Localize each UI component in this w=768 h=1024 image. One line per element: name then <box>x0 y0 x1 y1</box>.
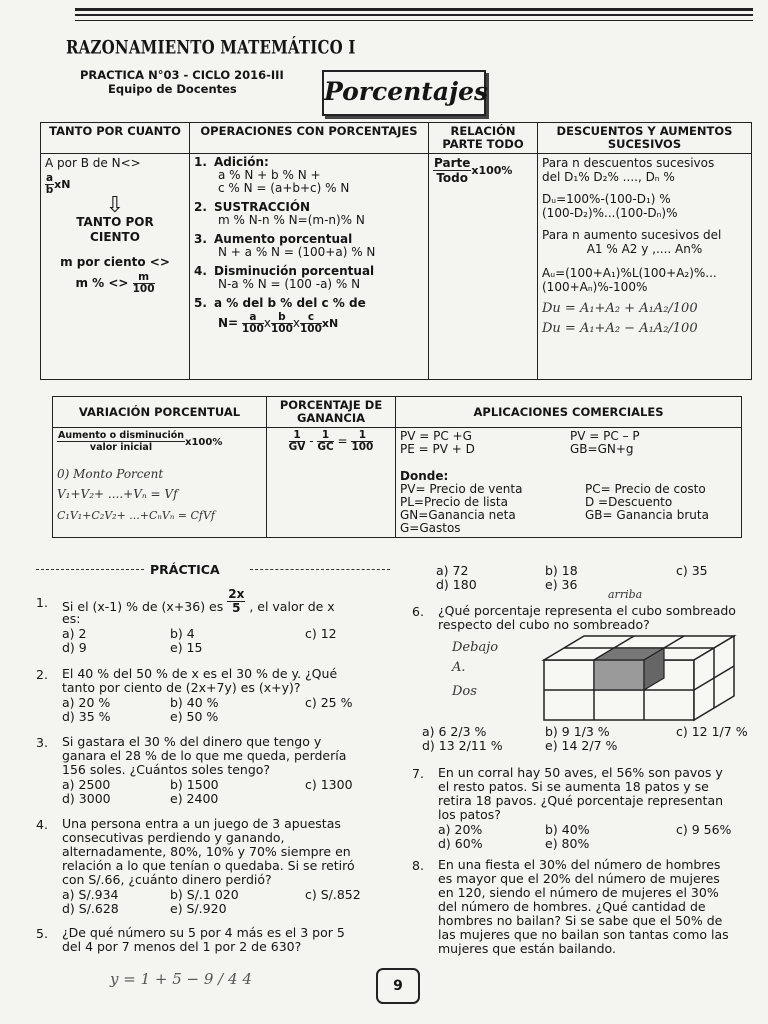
cube-figure <box>540 632 740 724</box>
q7-l2: el resto patos. Si se aumenta 18 patos y se <box>438 779 709 794</box>
q6-option-b: b) 9 1/3 % <box>545 724 610 739</box>
variacion-hand-1: 0) Monto Porcent <box>57 467 164 481</box>
variacion-fraction: $\frac{\text{Aumento o disminución}}{\text{valor inicial}}$ <box>58 430 185 453</box>
desc-hand-note-2: Du = A₁+A₂ − A₁A₂/100 <box>542 321 698 336</box>
apps-row-6: G=Gastos <box>400 521 461 535</box>
q6-option-c: c) 12 1/7 % <box>676 724 748 739</box>
q1-number: 1. <box>36 595 48 610</box>
q3-option-a: a) 2500 <box>62 777 111 792</box>
q1-stem: Si el (x-1) % de (x+36) es $\frac{2x}{5}$ , el valor de x <box>62 587 335 615</box>
tpc-line2: m por ciento <> <box>60 255 170 269</box>
commercial-table <box>52 396 742 538</box>
q6-option-e: e) 14 2/7 % <box>545 738 618 753</box>
q8-l3: en 120, siendo el número de mujeres el 30% <box>438 885 719 900</box>
q7-option-d: d) 60% <box>438 836 483 851</box>
q7-option-e: e) 80% <box>545 836 590 851</box>
q3-l2: ganara el 28 % de lo que me queda, perdería <box>62 748 347 763</box>
practice-dash-left <box>36 569 144 570</box>
q1-option-d: d) 9 <box>62 640 87 655</box>
op-item-5: 5. a % del b % del c % de N= $\frac{a}{100}$ x $\frac{b}{100}$ x $\frac{c}{100}$ xN <box>194 296 366 335</box>
cell-variacion: $\frac{\text{Aumento o disminución}}{\text{valor inicial}}$ x100% 0) Monto Porcent V₁+V₂+ ....+Vₙ = Vf C₁V₁+C₂V₂+ ...+CₙVₙ = CfVf <box>53 428 267 538</box>
cell-ganancia: $\frac{1}{GV}$ - $\frac{1}{GC}$ = $\frac{1}{100}$ <box>267 428 396 538</box>
op-item-4: 4. Disminución porcentual N-a % N = (100 -a) % N <box>194 264 375 291</box>
q6-option-d: d) 13 2/11 % <box>422 738 503 753</box>
q8-l7: mujeres que están bailando. <box>438 941 616 956</box>
practice-title: PRÁCTICA <box>150 562 220 577</box>
apps-row-2: PE = PV + D GB=GN+g <box>400 442 634 456</box>
q1-option-a: a) 2 <box>62 626 87 641</box>
q2-option-c: c) 25 % <box>305 695 353 710</box>
desc-l5: Para n aumento sucesivos del <box>542 228 722 242</box>
q8-number: 8. <box>412 858 424 873</box>
q8-l5: hombres no bailan? Si se sabe que el 50% de <box>438 913 723 928</box>
op-item-1: 1. Adición: a % N + b % N + c % N = (a+b+c) % N <box>194 155 350 195</box>
cell-descuentos <box>538 154 752 380</box>
th-aplicaciones: APLICACIONES COMERCIALES <box>396 397 742 428</box>
desc-l7: Aᵤ=(100+A₁)%L(100+A₂)%... <box>542 266 717 280</box>
q5-option-e: e) 36 <box>545 577 578 592</box>
gc-fraction: $\frac{1}{GC}$ <box>317 429 334 453</box>
q1-option-b: b) 4 <box>170 626 195 641</box>
q6-option-a: a) 6 2/3 % <box>422 724 487 739</box>
donde-label: Donde: <box>400 469 449 483</box>
q2-option-d: d) 35 % <box>62 709 111 724</box>
q7-l3: retira 18 pavos. ¿Qué porcentaje representan <box>438 793 724 808</box>
q6-l1: ¿Qué porcentaje representa el cubo sombreado <box>438 603 736 618</box>
top-rule-thin2 <box>75 20 753 21</box>
top-rule-thin <box>75 14 753 16</box>
q5-option-d: d) 180 <box>436 577 477 592</box>
op-item-3: 3. Aumento porcentual N + a % N = (100+a) % N <box>194 232 376 259</box>
desc-l3: Dᵤ=100%-(100-D₁) % <box>542 192 671 206</box>
q7-l4: los patos? <box>438 807 501 822</box>
th-operaciones: OPERACIONES CON PORCENTAJES <box>190 123 429 154</box>
q3-option-d: d) 3000 <box>62 791 111 806</box>
tpc-line3: m % <> $\frac{m}{100}$ <box>75 271 155 295</box>
th-descuentos: DESCUENTOS Y AUMENTOS SUCESIVOS <box>538 123 752 154</box>
desc-l1: Para n descuentos sucesivos <box>542 156 715 170</box>
formulas-table <box>40 122 752 380</box>
desc-l6: A1 % A2 y ,.... An% <box>586 242 703 256</box>
q3-option-e: e) 2400 <box>170 791 219 806</box>
op-item-2: 2. SUSTRACCIÓN m % N-n % N=(m-n)% N <box>194 200 365 227</box>
q5-option-a: a) 72 <box>436 563 469 578</box>
q5-l1: ¿De qué número su 5 por 4 más es el 3 por 5 <box>62 925 345 940</box>
q5-hand-note: y = 1 + 5 − 9 / 4 4 <box>110 970 252 988</box>
q8-l1: En una fiesta el 30% del número de hombres <box>438 857 721 872</box>
q4-l3: alternadamente, 80%, 10% y 70% siempre en <box>62 844 351 859</box>
parte-todo-fraction: $\frac{\text{Parte}}{\text{Todo}}$ <box>434 156 471 185</box>
q4-l5: con S/.66, ¿cuánto dinero perdió? <box>62 872 272 887</box>
q4-option-b: b) S/.1 020 <box>170 887 239 902</box>
variacion-hand-2: V₁+V₂+ ....+Vₙ = Vf <box>57 487 178 501</box>
q2-l2: tanto por ciento de (2x+7y) es (x+y)? <box>62 680 301 695</box>
cell-relacion <box>429 154 538 380</box>
desc-hand-note-1: Du = A₁+A₂ + A₁A₂/100 <box>542 301 698 316</box>
q6-number: 6. <box>412 604 424 619</box>
q3-number: 3. <box>36 735 48 750</box>
q3-l1: Si gastara el 30 % del dinero que tengo y <box>62 734 322 749</box>
q4-l2: consecutivas perdiendo y ganando, <box>62 830 285 845</box>
th-ganancia: PORCENTAJE DE GANANCIA <box>267 397 396 428</box>
gv-fraction: $\frac{1}{GV}$ <box>288 429 306 453</box>
q3-l3: 156 soles. ¿Cuántos soles tengo? <box>62 762 271 777</box>
q2-option-b: b) 40 % <box>170 695 219 710</box>
q3-option-c: c) 1300 <box>305 777 353 792</box>
q5-option-c: c) 35 <box>676 563 708 578</box>
q7-option-a: a) 20% <box>438 822 483 837</box>
th-tanto-por-cuanto: TANTO POR CUANTO <box>41 123 190 154</box>
q7-l1: En un corral hay 50 aves, el 56% son pavos y <box>438 765 723 780</box>
q4-option-d: d) S/.628 <box>62 901 119 916</box>
q8-l4: del número de hombres. ¿Qué cantidad de <box>438 899 706 914</box>
q2-option-a: a) 20 % <box>62 695 111 710</box>
q8-l2: es mayor que el 20% del número de mujeres <box>438 871 720 886</box>
cell-aplicaciones <box>396 428 742 538</box>
q1-option-e: e) 15 <box>170 640 203 655</box>
team-label: Equipo de Docentes <box>108 82 237 96</box>
desc-l4: (100-D₂)%...(100-Dₙ)% <box>542 206 678 220</box>
q6-hand-2: A. <box>452 660 466 675</box>
hundred-fraction: $\frac{1}{100}$ <box>351 429 374 453</box>
q4-option-c: c) S/.852 <box>305 887 361 902</box>
topic-stamp: Porcentajes <box>322 70 486 116</box>
q6-l2: respecto del cubo no sombreado? <box>438 617 650 632</box>
q3-option-b: b) 1500 <box>170 777 219 792</box>
q2-l1: El 40 % del 50 % de x es el 30 % de y. ¿Qué <box>62 666 338 681</box>
q4-l4: relación a lo que tenían o quedaba. Si se retiró <box>62 858 355 873</box>
q7-option-c: c) 9 56% <box>676 822 732 837</box>
q1-stem-2: es: <box>62 611 81 626</box>
q6-hand-top: arriba <box>608 588 643 601</box>
tpc-fraction-row: $\frac{a}{b}$ xN <box>45 172 71 196</box>
practice-dash-right <box>250 569 390 570</box>
tanto-por-ciento-heading: TANTO POR CIENTO <box>76 215 154 244</box>
q5-l2: del 4 por 7 menos del 1 por 2 de 630? <box>62 939 302 954</box>
shaded-cube-front <box>594 660 644 690</box>
cell-tanto-por-cuanto <box>41 154 190 380</box>
q2-option-e: e) 50 % <box>170 709 219 724</box>
parte-todo-tail: x100% <box>471 164 513 177</box>
course-title: RAZONAMIENTO MATEMÁTICO I <box>66 35 356 59</box>
arrow-down-icon: ⇩ <box>105 193 125 218</box>
th-relacion: RELACIÓN PARTE TODO <box>429 123 538 154</box>
q4-option-e: e) S/.920 <box>170 901 227 916</box>
q2-number: 2. <box>36 667 48 682</box>
q4-l1: Una persona entra a un juego de 3 apuestas <box>62 816 341 831</box>
q7-option-b: b) 40% <box>545 822 590 837</box>
page-number: 9 <box>376 968 420 1004</box>
top-rule <box>75 8 753 11</box>
cell-operaciones <box>190 154 429 380</box>
q4-option-a: a) S/.934 <box>62 887 119 902</box>
q1-option-c: c) 12 <box>305 626 337 641</box>
q8-l6: las mujeres que no bailan son tantas como las <box>438 927 729 942</box>
q5-option-b: b) 18 <box>545 563 578 578</box>
q5-number: 5. <box>36 926 48 941</box>
th-variacion: VARIACIÓN PORCENTUAL <box>53 397 267 428</box>
q6-hand-1: Debajo <box>452 640 499 655</box>
variacion-hand-3: C₁V₁+C₂V₂+ ...+CₙVₙ = CfVf <box>57 509 215 522</box>
q7-number: 7. <box>412 766 424 781</box>
apps-row-1: PV = PC +G PV = PC – P <box>400 429 640 443</box>
q6-hand-3: Dos <box>452 684 477 699</box>
practice-label: PRACTICA N°03 - CICLO 2016-III <box>80 68 284 82</box>
desc-l2: del D₁% D₂% ...., Dₙ % <box>542 170 675 184</box>
apps-row-3: PV= Precio de venta PC= Precio de costo <box>400 482 706 496</box>
tpc-fraction: $\frac{a}{b}$ <box>45 172 54 196</box>
desc-l8: (100+Aₙ)%-100% <box>542 280 648 294</box>
apps-row-5: GN=Ganancia neta GB= Ganancia bruta <box>400 508 709 522</box>
apps-row-4: PL=Precio de lista D =Descuento <box>400 495 673 509</box>
tpc-line1: A por B de N<> <box>45 156 141 170</box>
q4-number: 4. <box>36 817 48 832</box>
